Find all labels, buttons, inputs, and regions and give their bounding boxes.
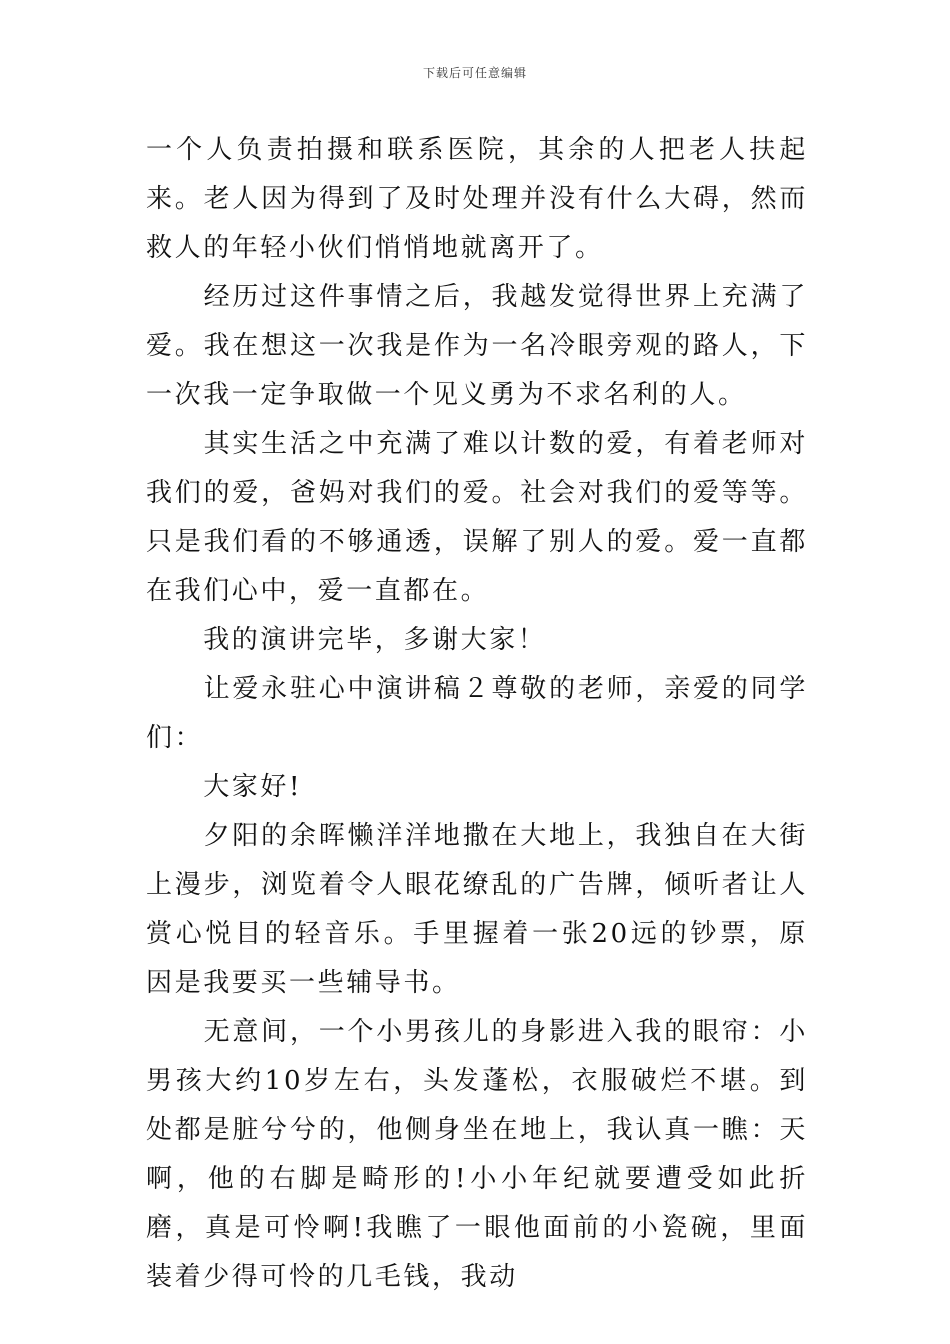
paragraph-2: 经历过这件事情之后，我越发觉得世界上充满了爱。我在想这一次我是作为一名冷眼旁观的路人，下一次我一定争取做一个见义勇为不求名利的人。 (146, 282, 808, 410)
paragraph-6: 大家好! (146, 772, 303, 802)
paragraph-4: 我的演讲完毕，多谢大家！ (146, 625, 547, 655)
document-body (146, 126, 808, 1302)
paragraph-5: 让爱永驻心中演讲稿２尊敬的老师，亲爱的同学们： (146, 674, 808, 753)
page-header: 下载后可任意编辑 (422, 66, 527, 80)
paragraph-3: 其实生活之中充满了难以计数的爱，有着老师对我们的爱，爸妈对我们的爱。社会对我们的爱等等。只是我们看的不够通透，误解了别人的爱。爱一直都在我们心中，爱一直都在。 (146, 429, 808, 606)
paragraph-1: 一个人负责拍摄和联系医院，其余的人把老人扶起来。老人因为得到了及时处理并没有什么大碍，然而救人的年轻小伙们悄悄地就离开了。 (146, 135, 808, 263)
paragraph-7: 夕阳的余晖懒洋洋地撒在大地上，我独自在大街上漫步，浏览着令人眼花缭乱的广告牌，倾听者让人赏心悦目的轻音乐。手里握着一张20远的钞票，原因是我要买一些辅导书。 (146, 821, 808, 998)
paragraph-8: 无意间，一个小男孩儿的身影进入我的眼帘：小男孩大约10岁左右，头发蓬松，衣服破烂不堪。到处都是脏兮兮的，他侧身坐在地上，我认真一瞧：天啊，他的右脚是畸形的!小小年纪就要遭受如此折磨，真是可怜啊!我瞧了一眼他面前的小瓷碗，里面装着少得可怜的几毛钱，我动 (146, 1017, 808, 1292)
